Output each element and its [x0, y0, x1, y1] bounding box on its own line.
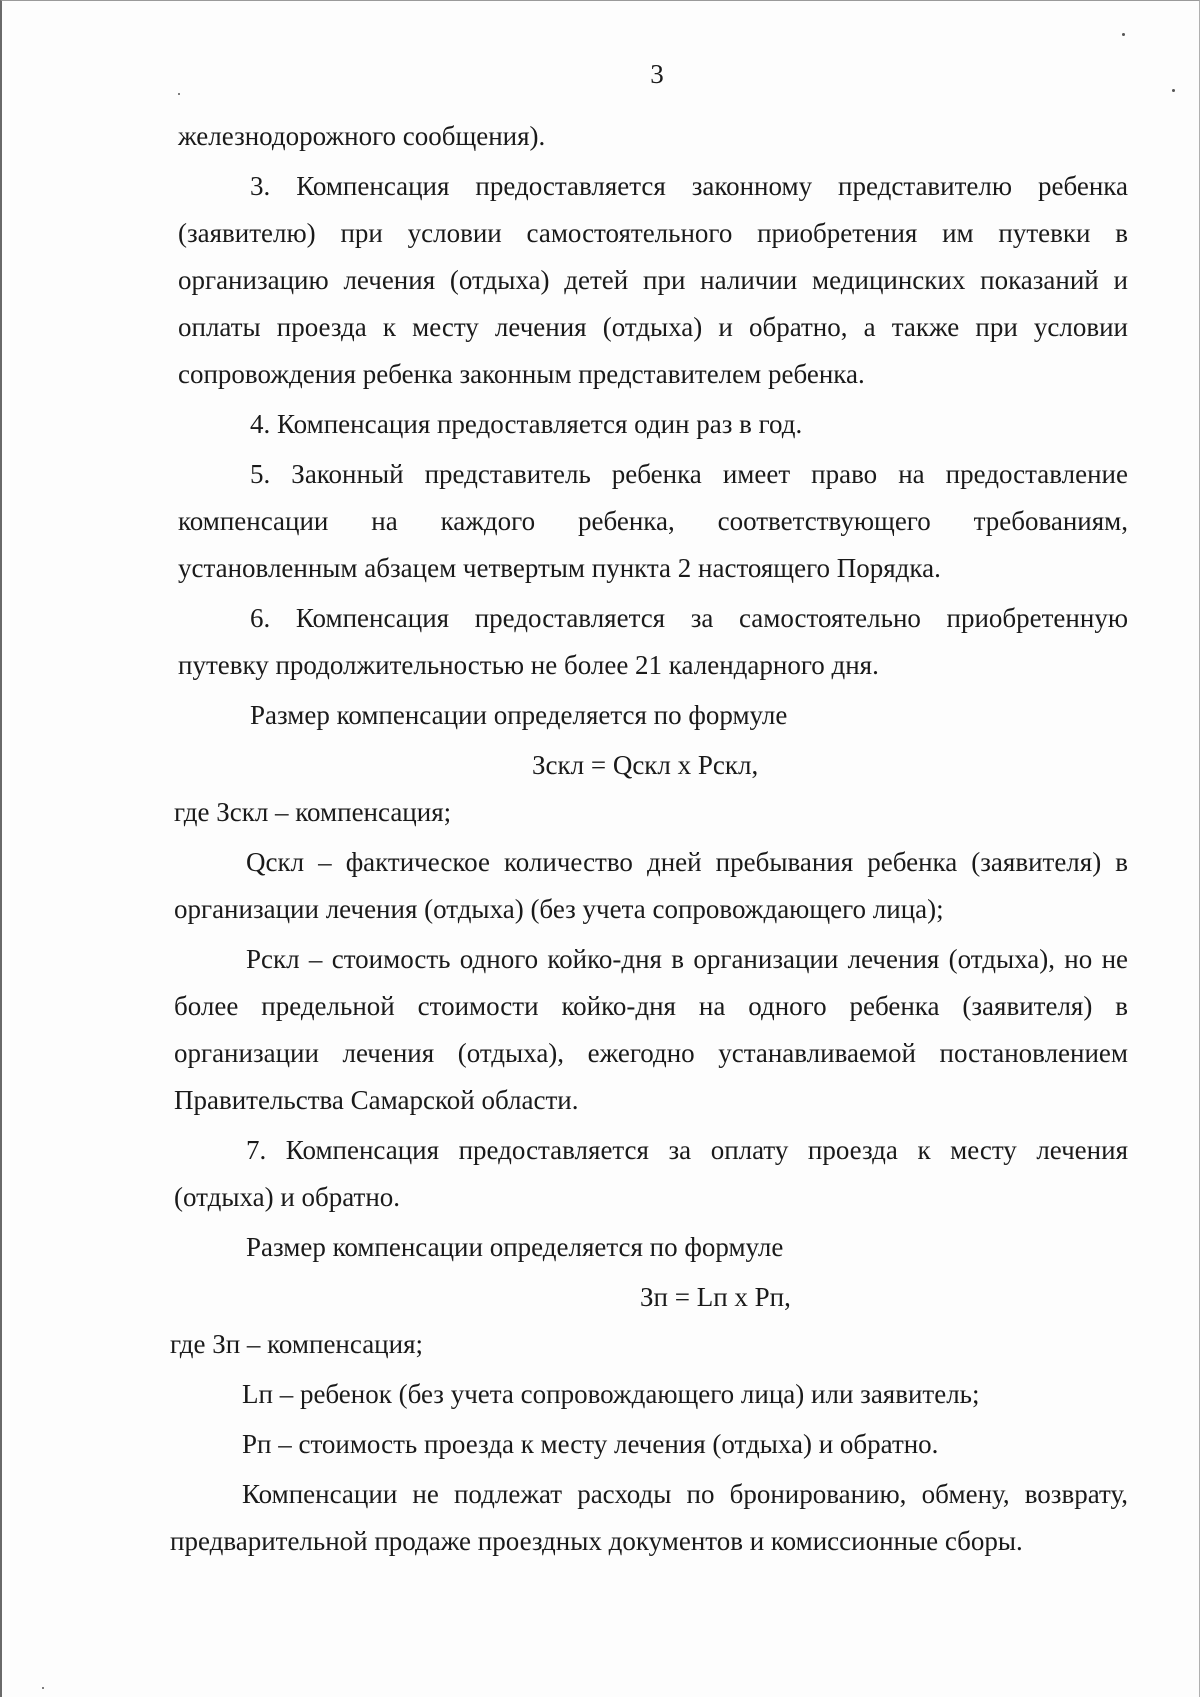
- paragraph-where-2: где Зп – компенсация;: [170, 1329, 423, 1359]
- paragraph-item-6: 6. Компенсация предоставляется за самостоятельно приобретенную путевку продолжительностью не более 21 календарного дня.: [178, 603, 1128, 680]
- paragraph-item-4: 4. Компенсация предоставляется один раз в год.: [250, 409, 803, 439]
- paragraph-exclusions: Компенсации не подлежат расходы по бронированию, обмену, возврату, предварительной продаже проездных документов и комиссионные сборы.: [170, 1479, 1128, 1556]
- paragraph-item-3: 3. Компенсация предоставляется законному представителю ребенка (заявителю) при условии самостоятельного приобретения им путевки в организацию лечения (отдыха) детей при наличии медицинских показаний и оплаты проезда к месту лечения (отдыха) и обратно, а также при условии сопровождения ребенка законным представителем ребенка.: [178, 171, 1128, 389]
- paragraph-item-5: 5. Законный представитель ребенка имеет право на предоставление компенсации на каждого ребенка, соответствующего требованиям, установленным абзацем четвертым пункта 2 настоящего Порядка.: [178, 459, 1128, 583]
- document-body: [170, 113, 1128, 1568]
- scan-speck: [42, 1687, 44, 1689]
- paragraph-definition-rn: Рп – стоимость проезда к месту лечения (отдыха) и обратно.: [242, 1429, 939, 1459]
- paragraph-formula-intro-1: Размер компенсации определяется по формуле: [250, 700, 788, 730]
- formula-2: Зп = Lп х Рп,: [640, 1282, 791, 1312]
- scan-speck: [1122, 33, 1125, 36]
- paragraph-where-1: где Зскл – компенсация;: [174, 797, 452, 827]
- scan-speck: [1172, 89, 1175, 92]
- page-number: 3: [650, 59, 664, 89]
- paragraph-definition-ln: Lп – ребенок (без учета сопровождающего лица) или заявитель;: [242, 1379, 980, 1409]
- paragraph-formula-intro-2: Размер компенсации определяется по формуле: [246, 1232, 784, 1262]
- paragraph-definition-qskl: Qскл – фактическое количество дней пребывания ребенка (заявителя) в организации лечения (отдыха) (без учета сопровождающего лица);: [174, 847, 1128, 924]
- scan-speck: [178, 93, 180, 95]
- paragraph-definition-rskl: Рскл – стоимость одного койко-дня в организации лечения (отдыха), но не более предельной стоимости койко-дня на одного ребенка (заявителя) в организации лечения (отдыха), ежегодно устанавливаемой постановлением Правительства Самарской области.: [174, 944, 1128, 1115]
- paragraph-item-7: 7. Компенсация предоставляется за оплату проезда к месту лечения (отдыха) и обратно.: [174, 1135, 1128, 1212]
- paragraph-continuation: железнодорожного сообщения).: [178, 121, 546, 151]
- formula-1: Зскл = Qскл х Рскл,: [532, 750, 759, 780]
